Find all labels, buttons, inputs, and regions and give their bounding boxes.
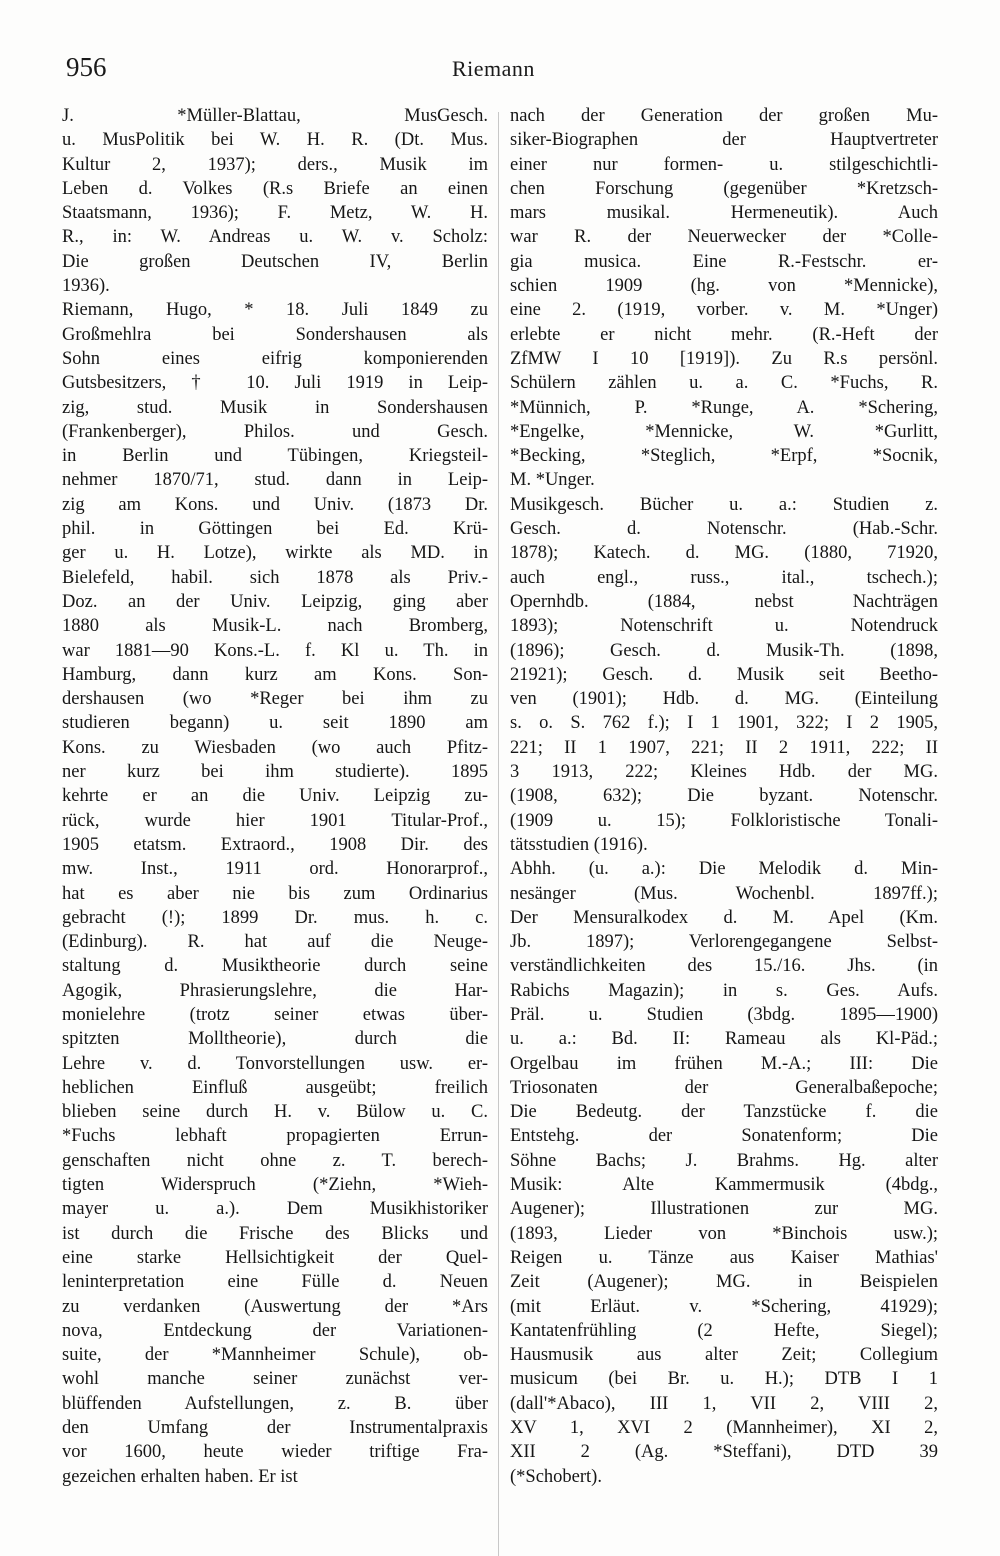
text-line: einer nur formen- u. stilgeschichtli- [510, 154, 938, 175]
text-line: mars musikal. Hermeneutik). Auch [510, 203, 938, 224]
text-line: gia musica. Eine R.-Festschr. er- [510, 251, 938, 272]
text-line: auch engl., russ., ital., tschech.); [510, 567, 938, 588]
text-line: ZfMW I 10 [1919]). Zu R.s persönl. [510, 348, 938, 369]
text-line: *Münnich, P. *Runge, A. *Schering, [510, 397, 938, 418]
text-line: zu verdanken (Auswertung der *Ars [62, 1296, 488, 1317]
text-line: ger u. H. Lotze), wirkte als MD. in [62, 543, 488, 564]
text-line: war R. der Neuerwecker der *Colle- [510, 227, 938, 248]
text-line: 1893); Notenschrift u. Notendruck [510, 616, 938, 637]
text-line: Lehre v. d. Tonvorstellungen usw. er- [62, 1053, 488, 1074]
text-line: studieren begann) u. seit 1890 am [62, 713, 488, 734]
text-line: zig am Kons. und Univ. (1873 Dr. [62, 494, 488, 515]
text-line: Die großen Deutschen IV, Berlin [62, 251, 488, 272]
text-line: Präl. u. Studien (3bdg. 1895—1900) [510, 1004, 938, 1025]
text-line: (1893, Lieder von *Binchois usw.); [510, 1223, 938, 1244]
text-line: suite, der *Mannheimer Schule), ob- [62, 1345, 488, 1366]
page-header [66, 52, 966, 86]
text-line: 1880 als Musik-L. nach Bromberg, [62, 616, 488, 637]
text-line: blüffenden Aufstellungen, z. B. über [62, 1393, 488, 1414]
text-line: Entstehg. der Sonatenform; Die [510, 1126, 938, 1147]
page-number: 956 [66, 52, 107, 82]
text-line: 1936). [62, 276, 110, 297]
text-line: war 1881—90 Kons.-L. f. Kl u. Th. in [62, 640, 488, 661]
text-line: Kultur 2, 1937); ders., Musik im [62, 154, 488, 175]
text-line: nova, Entdeckung der Variationen- [62, 1320, 488, 1341]
text-line: mw. Inst., 1911 ord. Honorarprof., [62, 859, 488, 880]
text-line: vor 1600, heute wieder triftige Fra- [62, 1442, 488, 1463]
text-line: den Umfang der Instrumentalpraxis [62, 1418, 488, 1439]
text-line: (1896); Gesch. d. Musik-Th. (1898, [510, 640, 938, 661]
column-divider [498, 112, 500, 1556]
text-line: (mit Erläut. v. *Schering, 41929); [510, 1296, 938, 1317]
text-line: erlebte er nicht mehr. (R.-Heft der [510, 324, 938, 345]
text-line: musicum (bei Br. u. H.); DTB I 1 [510, 1369, 938, 1390]
text-line: Sohn eines eifrig komponierenden [62, 348, 488, 369]
text-line: Musik: Alte Kammermusik (4bdg., [510, 1175, 938, 1196]
text-line: eine starke Hellsichtigkeit der Quel- [62, 1247, 488, 1268]
text-line: staltung d. Musiktheorie durch seine [62, 956, 488, 977]
text-line: gebracht (!); 1899 Dr. mus. h. c. [62, 907, 488, 928]
text-line: Opernhdb. (1884, nebst Nachträgen [510, 591, 938, 612]
text-line: ven (1901); Hdb. d. MG. (Einteilung [510, 689, 938, 710]
text-line: Hausmusik aus alter Zeit; Collegium [510, 1345, 938, 1366]
text-line: zig, stud. Musik in Sondershausen [62, 397, 488, 418]
text-line: kehrte er an die Univ. Leipzig zu- [62, 786, 488, 807]
text-line: Kantatenfrühling (2 Hefte, Siegel); [510, 1320, 938, 1341]
text-line: R., in: W. Andreas u. W. v. Scholz: [62, 227, 488, 248]
text-line: *Fuchs lebhaft propagierten Errun- [62, 1126, 488, 1147]
text-line: Gutsbesitzers, † 10. Juli 1919 in Leip- [62, 373, 488, 394]
text-line: schien 1909 (hg. von *Mennicke), [510, 276, 938, 297]
text-line: (1908, 632); Die byzant. Notenschr. [510, 786, 938, 807]
text-line: nehmer 1870/71, stud. dann in Leip- [62, 470, 488, 491]
text-line: nesänger (Mus. Wochenbl. 1897ff.); [510, 883, 938, 904]
text-line: 1905 etatsm. Extraord., 1908 Dir. des [62, 834, 488, 855]
text-line: phil. in Göttingen bei Ed. Krü- [62, 519, 488, 540]
text-line: *Engelke, *Mennicke, W. *Gurlitt, [510, 421, 938, 442]
text-line: monielehre (trotz seiner etwas über- [62, 1004, 488, 1025]
text-line: Musikgesch. Bücher u. a.: Studien z. [510, 494, 938, 515]
text-line: Gesch. d. Notenschr. (Hab.-Schr. [510, 519, 938, 540]
text-line: heblichen Einfluß ausgeübt; freilich [62, 1077, 488, 1098]
text-line: (1909 u. 15); Folkloristische Tonali- [510, 810, 938, 831]
left-column [62, 104, 488, 1489]
text-line: (dall'*Abaco), III 1, VII 2, VIII 2, [510, 1393, 938, 1414]
text-line: spitzten Molltheorie), durch die [62, 1029, 488, 1050]
text-line: siker-Biographen der Hauptvertreter [510, 130, 938, 151]
text-line: chen Forschung (gegenüber *Kretzsch- [510, 178, 938, 199]
right-column [510, 104, 938, 1489]
text-line: Abhh. (u. a.): Die Melodik d. Min- [510, 859, 938, 880]
text-line: Zeit (Augener); MG. in Beispielen [510, 1272, 938, 1293]
text-line: Riemann, Hugo, * 18. Juli 1849 zu [62, 300, 488, 321]
text-line: Rabichs Magazin); in s. Ges. Aufs. [510, 980, 938, 1001]
text-line: Söhne Bachs; J. Brahms. Hg. alter [510, 1150, 938, 1171]
text-line: Der Mensuralkodex d. M. Apel (Km. [510, 907, 938, 928]
text-line: (Edinburg). R. hat auf die Neuge- [62, 932, 488, 953]
text-line: Die Bedeutg. der Tanzstücke f. die [510, 1102, 938, 1123]
text-line: hat es aber nie bis zum Ordinarius [62, 883, 488, 904]
text-line: 221; II 1 1907, 221; II 2 1911, 222; II [510, 737, 938, 758]
text-line: XV 1, XVI 2 (Mannheimer), XI 2, [510, 1418, 938, 1439]
text-line: verständlichkeiten des 15./16. Jhs. (in [510, 956, 938, 977]
text-line: (*Schobert). [510, 1466, 602, 1487]
text-line: Agogik, Phrasierungslehre, die Har- [62, 980, 488, 1001]
text-line: Leben d. Volkes (R.s Briefe an einen [62, 178, 488, 199]
text-line: XII 2 (Ag. *Steffani), DTD 39 [510, 1442, 938, 1463]
text-line: genschaften nicht ohne z. T. berech- [62, 1150, 488, 1171]
text-line: Hamburg, dann kurz am Kons. Son- [62, 664, 488, 685]
text-line: s. o. S. 762 f.); I 1 1901, 322; I 2 1905, [510, 713, 938, 734]
text-line: Orgelbau im frühen M.-A.; III: Die [510, 1053, 938, 1074]
text-line: Großmehlra bei Sondershausen als [62, 324, 488, 345]
text-line: (Frankenberger), Philos. und Gesch. [62, 421, 488, 442]
text-line: wohl manche seiner zunächst ver- [62, 1369, 488, 1390]
text-line: Reigen u. Tänze aus Kaiser Mathias' [510, 1247, 938, 1268]
text-line: Jb. 1897); Verlorengegangene Selbst- [510, 932, 938, 953]
text-line: ner kurz bei ihm studierte). 1895 [62, 762, 488, 783]
text-line: J. *Müller-Blattau, MusGesch. [62, 106, 488, 126]
text-line: Doz. an der Univ. Leipzig, ging aber [62, 591, 488, 612]
text-line: tigten Widerspruch (*Ziehn, *Wieh- [62, 1175, 488, 1196]
running-head: Riemann [452, 56, 535, 81]
text-line: Schülern zählen u. a. C. *Fuchs, R. [510, 373, 938, 394]
text-line: Staatsmann, 1936); F. Metz, W. H. [62, 203, 488, 224]
text-line: Augener); Illustrationen zur MG. [510, 1199, 938, 1220]
text-line: 1878); Katech. d. MG. (1880, 71920, [510, 543, 938, 564]
text-line: Bielefeld, habil. sich 1878 als Priv.- [62, 567, 488, 588]
text-line: M. *Unger. [510, 470, 595, 491]
text-line: 3 1913, 222; Kleines Hdb. der MG. [510, 762, 938, 783]
text-line: blieben seine durch H. v. Bülow u. C. [62, 1102, 488, 1123]
text-line: nach der Generation der großen Mu- [510, 106, 938, 126]
text-line: tätsstudien (1916). [510, 834, 648, 855]
text-line: mayer u. a.). Dem Musikhistoriker [62, 1199, 488, 1220]
text-line: u. a.: Bd. II: Rameau als Kl-Päd.; [510, 1029, 938, 1050]
text-line: u. MusPolitik bei W. H. R. (Dt. Mus. [62, 130, 488, 151]
text-line: in Berlin und Tübingen, Kriegsteil- [62, 446, 488, 467]
text-line: gezeichen erhalten haben. Er ist [62, 1466, 298, 1487]
text-line: leninterpretation eine Fülle d. Neuen [62, 1272, 488, 1293]
text-line: ist durch die Frische des Blicks und [62, 1223, 488, 1244]
text-line: *Becking, *Steglich, *Erpf, *Socnik, [510, 446, 938, 467]
text-line: Triosonaten der Generalbaßepoche; [510, 1077, 938, 1098]
text-line: eine 2. (1919, vorber. v. M. *Unger) [510, 300, 938, 321]
text-line: Kons. zu Wiesbaden (wo auch Pfitz- [62, 737, 488, 758]
text-line: 21921); Gesch. d. Musik seit Beetho- [510, 664, 938, 685]
text-line: dershausen (wo *Reger bei ihm zu [62, 689, 488, 710]
text-line: rück, wurde hier 1901 Titular-Prof., [62, 810, 488, 831]
